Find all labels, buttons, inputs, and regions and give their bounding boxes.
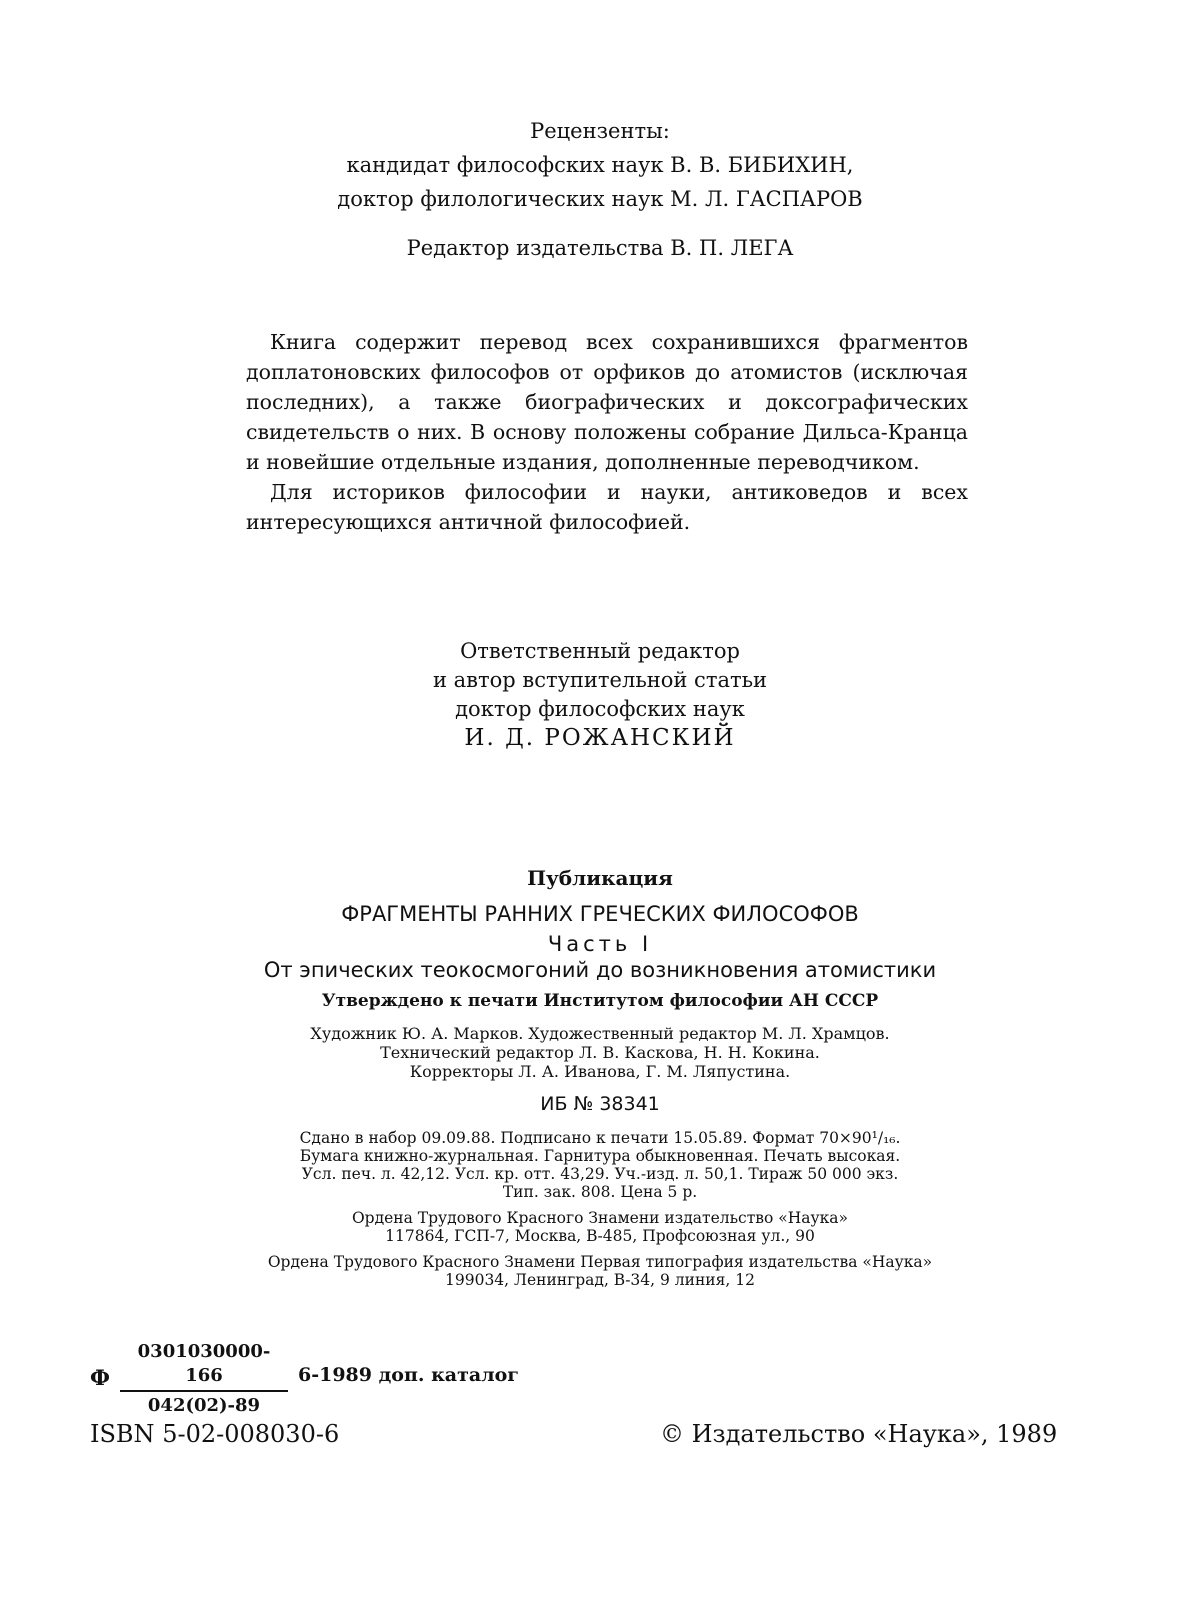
catalog-suffix: 6-1989 доп. каталог <box>298 1364 519 1386</box>
print-details <box>0 1129 1200 1201</box>
printing-house-line-2: 199034, Ленинград, В-34, 9 линия, 12 <box>445 1271 755 1289</box>
publication-block <box>0 866 1200 1289</box>
publishing-house-line-1: Ордена Трудового Красного Знамени издательство «Наука» <box>351 1209 849 1227</box>
fraction-bar <box>120 1390 288 1392</box>
reviewer-1: кандидат философских наук В. В. БИБИХИН, <box>346 153 854 177</box>
credits-line-3: Корректоры Л. А. Иванова, Г. М. Ляпустина. <box>409 1062 791 1081</box>
catalog-fraction <box>120 1340 288 1418</box>
catalog-numerator: 0301030000-166 <box>137 1341 271 1386</box>
print-line-3: Усл. печ. л. 42,12. Усл. кр. отт. 43,29. Уч.-изд. л. 50,1. Тираж 50 000 экз. <box>301 1165 899 1183</box>
reviewer-2: доктор филологических наук М. Л. ГАСПАРОВ <box>337 187 863 211</box>
reviewers-heading: Рецензенты: <box>530 119 670 143</box>
isbn: ISBN 5-02-008030-6 <box>90 1420 340 1448</box>
book-part: Часть I <box>547 932 653 956</box>
publishing-house <box>0 1209 1200 1245</box>
credits <box>0 1024 1200 1081</box>
credits-line-1: Художник Ю. А. Марков. Художественный редактор М. Л. Храмцов. <box>310 1024 890 1043</box>
printing-house <box>0 1253 1200 1289</box>
publishing-house-line-2: 117864, ГСП-7, Москва, В-485, Профсоюзная ул., 90 <box>385 1227 815 1245</box>
responsible-editor-line-1: Ответственный редактор <box>460 639 740 663</box>
abstract <box>246 327 968 537</box>
responsible-editor-line-3: доктор философских наук <box>455 697 745 721</box>
responsible-editor-block <box>0 637 1200 753</box>
print-line-2: Бумага книжно-журнальная. Гарнитура обыкновенная. Печать высокая. <box>299 1147 901 1165</box>
book-subtitle: От эпических теокосмогоний до возникновения атомистики <box>263 958 937 982</box>
catalog-denominator: 042(02)-89 <box>147 1395 261 1416</box>
reviewers-block <box>0 114 1200 216</box>
credits-line-2: Технический редактор Л. В. Каскова, Н. Н. Кокина. <box>380 1043 820 1062</box>
publisher-editor: Редактор издательства В. П. ЛЕГА <box>406 236 794 260</box>
copyright: © Издательство «Наука», 1989 <box>660 1420 1058 1448</box>
publication-heading: Публикация <box>527 866 673 890</box>
abstract-paragraph-1: Книга содержит перевод всех сохранившихся фрагментов доплатоновских философов от орфиков до атомистов (исключая последних), а также биографических и доксографических свидетельств о них. В основу положены собрание Дильса-Кранца и новейшие отдельные издания, дополненные переводчиком. <box>246 330 968 474</box>
print-line-1: Сдано в набор 09.09.88. Подписано к печати 15.05.89. Формат 70×90¹/₁₆. <box>299 1129 901 1147</box>
book-title: ФРАГМЕНТЫ РАННИХ ГРЕЧЕСКИХ ФИЛОСОФОВ <box>341 902 859 926</box>
abstract-paragraph-2: Для историков философии и науки, антиковедов и всех интересующихся античной философией. <box>246 480 968 534</box>
printing-house-line-1: Ордена Трудового Красного Знамени Первая типография издательства «Наука» <box>267 1253 933 1271</box>
print-line-4: Тип. зак. 808. Цена 5 р. <box>502 1183 698 1201</box>
approval-note: Утверждено к печати Институтом философии АН СССР <box>321 991 879 1011</box>
responsible-editor-name: И. Д. РОЖАНСКИЙ <box>464 725 736 751</box>
catalog-phi: Ф <box>90 1365 110 1390</box>
responsible-editor-line-2: и автор вступительной статьи <box>432 668 768 692</box>
ib-number: ИБ № 38341 <box>540 1093 660 1115</box>
